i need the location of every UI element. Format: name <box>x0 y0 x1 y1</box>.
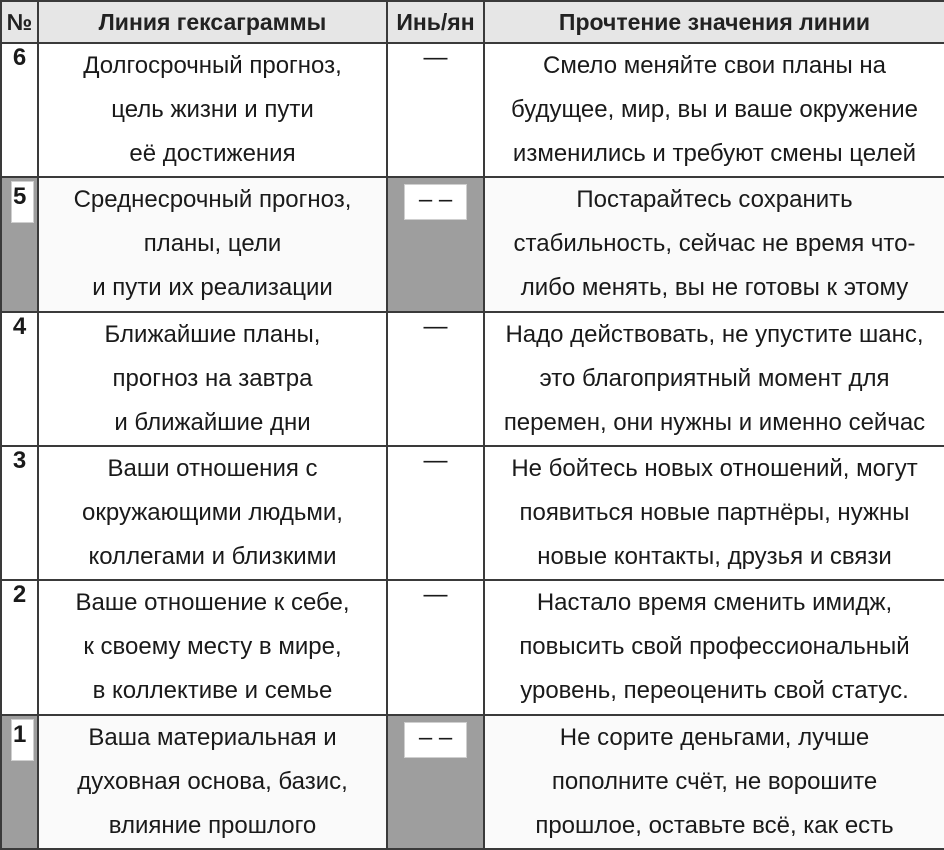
table-row <box>1 177 944 311</box>
yin-yang-symbol: — <box>387 446 484 580</box>
line-description-text: прогноз на завтра <box>112 364 313 392</box>
line-description-text: коллегами и близкими <box>88 542 337 570</box>
table-row <box>1 446 944 580</box>
line-number-box: 1 <box>11 719 34 761</box>
yin-yang-symbol <box>387 715 484 849</box>
line-description-text: влияние прошлого <box>108 811 317 839</box>
line-description <box>38 446 387 580</box>
line-description-text: Среднесрочный прогноз, <box>73 186 352 214</box>
yin-yang-symbol: — <box>387 580 484 714</box>
line-meaning-text: это благоприятный момент для <box>539 364 890 392</box>
line-meaning <box>484 715 944 849</box>
line-number: 2 <box>1 580 38 714</box>
header-yinyang: Инь/ян <box>387 1 484 43</box>
line-description <box>38 312 387 446</box>
line-number: 3 <box>1 446 38 580</box>
line-meaning <box>484 580 944 714</box>
line-number <box>1 715 38 849</box>
yin-symbol-box: – – <box>404 722 467 758</box>
line-meaning-text: пополните счёт, не ворошите <box>551 767 878 795</box>
line-description-text: в коллективе и семье <box>92 677 333 705</box>
line-description <box>38 43 387 177</box>
table-row <box>1 43 944 177</box>
line-meaning-text: будущее, мир, вы и ваше окружение <box>511 96 918 123</box>
line-description-text: цель жизни и пути <box>111 96 314 123</box>
line-description-text: Долгосрочный прогноз, <box>83 52 342 79</box>
line-number-box: 5 <box>11 181 34 223</box>
yin-yang-symbol <box>387 177 484 311</box>
line-meaning-text: новые контакты, друзья и связи <box>537 542 892 570</box>
line-meaning <box>484 177 944 311</box>
line-meaning-text: изменились и требуют смены целей <box>512 140 917 167</box>
line-description-text: её достижения <box>129 140 296 167</box>
table-row <box>1 715 944 849</box>
header-number: № <box>1 1 38 43</box>
line-meaning-text: перемен, они нужны и именно сейчас <box>503 408 926 436</box>
line-number <box>1 177 38 311</box>
yin-yang-symbol: — <box>387 312 484 446</box>
table-row <box>1 580 944 714</box>
header-line: Линия гексаграммы <box>38 1 387 43</box>
yin-yang-symbol: — <box>387 43 484 177</box>
line-description-text: планы, цели <box>143 230 282 258</box>
line-number: 4 <box>1 312 38 446</box>
line-description-text: и ближайшие дни <box>114 408 311 436</box>
line-description-text: и пути их реализации <box>92 274 333 302</box>
table-header-row <box>1 1 944 43</box>
line-meaning-text: уровень, переоценить свой статус. <box>520 677 909 705</box>
line-meaning-text: повысить свой профессиональный <box>519 633 910 661</box>
line-description-text: Ваша материальная и <box>88 723 337 751</box>
line-meaning-text: Не бойтесь новых отношений, могут <box>511 454 918 482</box>
line-description-text: духовная основа, базис, <box>77 767 348 795</box>
line-meaning-text: Не сорите деньгами, лучше <box>559 723 870 751</box>
yin-symbol-box: – – <box>404 184 467 220</box>
line-description <box>38 715 387 849</box>
line-meaning-text: Настало время сменить имидж, <box>536 589 893 617</box>
line-meaning <box>484 43 944 177</box>
line-meaning-text: Надо действовать, не упустите шанс, <box>505 320 924 348</box>
line-meaning <box>484 312 944 446</box>
table-row <box>1 312 944 446</box>
line-meaning-text: появиться новые партнёры, нужны <box>519 498 910 526</box>
line-meaning <box>484 446 944 580</box>
line-description-text: Ваше отношение к себе, <box>75 589 350 617</box>
line-description-text: Ваши отношения с <box>107 454 318 482</box>
line-description <box>38 177 387 311</box>
line-meaning-text: прошлое, оставьте всё, как есть <box>535 811 894 839</box>
header-meaning: Прочтение значения линии <box>484 1 944 43</box>
line-description-text: окружающими людьми, <box>82 498 343 526</box>
line-number: 6 <box>1 43 38 177</box>
line-description <box>38 580 387 714</box>
line-description-text: Ближайшие планы, <box>104 320 321 348</box>
line-meaning-text: либо менять, вы не готовы к этому <box>520 274 909 302</box>
line-meaning-text: Постарайтесь сохранить <box>576 186 853 214</box>
line-description-text: к своему месту в мире, <box>83 633 342 661</box>
line-meaning-text: стабильность, сейчас не время что- <box>513 230 916 258</box>
line-meaning-text: Смело меняйте свои планы на <box>543 52 886 79</box>
